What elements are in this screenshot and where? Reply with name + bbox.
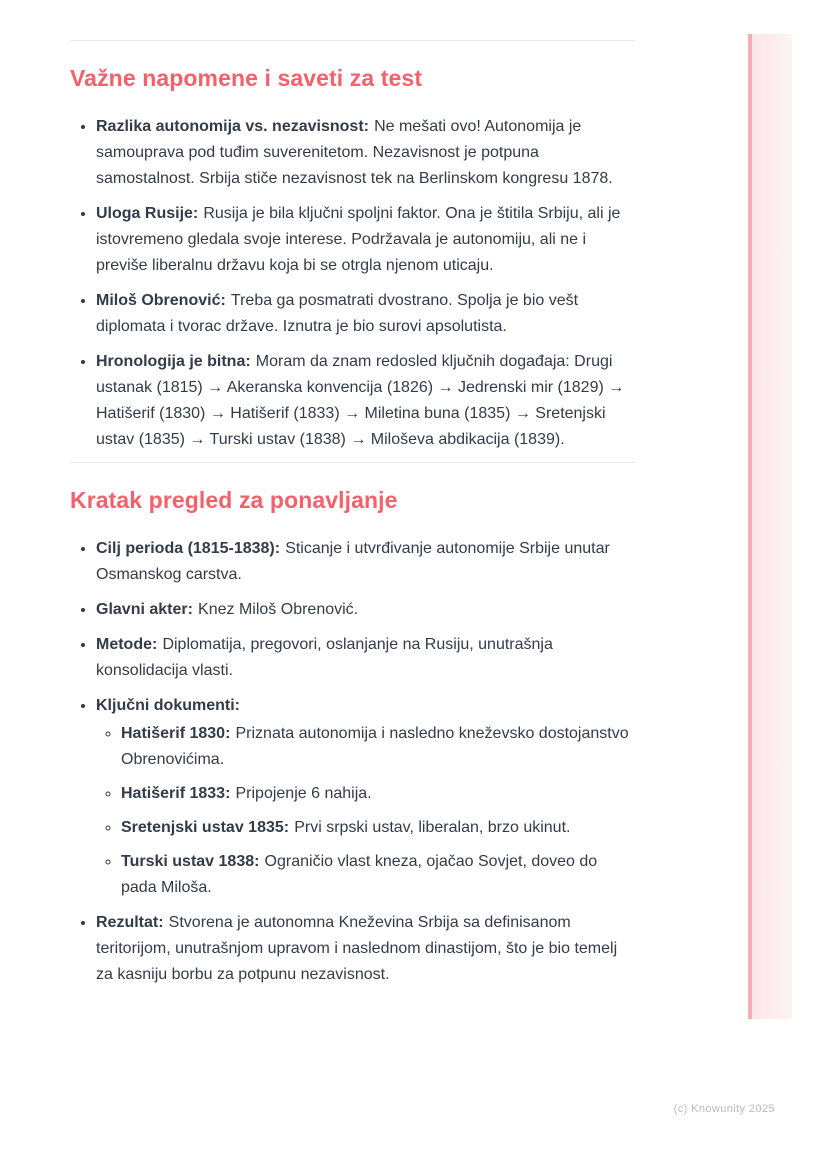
- item-lead: Turski ustav 1838:: [121, 853, 260, 870]
- sub-list-item: [121, 849, 635, 901]
- list-item: [96, 349, 635, 453]
- list-item: [96, 693, 635, 901]
- list-item: [96, 910, 635, 988]
- list-item: [96, 536, 635, 588]
- item-text: Ograničio vlast kneza, ojačao Sovjet, doveo do pada Miloša.: [121, 853, 598, 896]
- item-lead: Ključni dokumenti:: [96, 697, 240, 714]
- item-text: Pripojenje 6 nahija.: [235, 785, 372, 802]
- item-lead: Rezultat:: [96, 914, 164, 931]
- list-item: [96, 201, 635, 279]
- section-title-review: Kratak pregled za ponavljanje: [70, 487, 398, 513]
- item-text: Ne mešati ovo! Autonomija je samouprava pod tuđim suverenitetom. Nezavisnost je potpuna samostalnost. Srbija stiče nezavisnost tek na Berlinskom kongresu 1878.: [96, 118, 613, 187]
- item-text: Rusija je bila ključni spoljni faktor. Ona je štitila Srbiju, ali je istovremeno gledala svoje interese. Podržavala je autonomiju, ali ne i previše liberalnu državu koja bi se otrgla njenom uticaju.: [96, 205, 621, 274]
- item-lead: Sretenjski ustav 1835:: [121, 819, 290, 836]
- item-text: Diplomatija, pregovori, oslanjanje na Rusiju, unutrašnja konsolidacija vlasti.: [96, 636, 553, 679]
- item-lead: Uloga Rusije:: [96, 205, 199, 222]
- item-text: Priznata autonomija i nasledno kneževsko dostojanstvo Obrenovićima.: [121, 725, 629, 768]
- review-list: [70, 536, 635, 988]
- section-divider: [70, 462, 635, 463]
- item-text: Knez Miloš Obrenović.: [198, 601, 359, 618]
- item-lead: Hronologija je bitna:: [96, 353, 251, 370]
- item-lead: Glavni akter:: [96, 601, 193, 618]
- item-text: Stvorena je autonomna Kneževina Srbija sa definisanom teritorijom, unutrašnjom upravom i naslednom dinastijom, što je bio temelj za kasniju borbu za potpunu nezavisnost.: [96, 914, 618, 983]
- section-title-notes: Važne napomene i saveti za test: [70, 65, 423, 91]
- documents-sub-list: [96, 721, 635, 901]
- item-text: Sticanje i utvrđivanje autonomije Srbije unutar Osmanskog carstva.: [96, 540, 610, 583]
- sub-list-item: [121, 781, 635, 807]
- list-item: [96, 632, 635, 684]
- item-lead: Hatišerif 1833:: [121, 785, 231, 802]
- list-item: [96, 288, 635, 340]
- notes-list: [70, 114, 635, 453]
- item-lead: Razlika autonomija vs. nezavisnost:: [96, 118, 369, 135]
- section-divider: [70, 40, 635, 41]
- sub-list-item: [121, 721, 635, 773]
- item-lead: Hatišerif 1830:: [121, 725, 231, 742]
- sub-list-item: [121, 815, 635, 841]
- list-item: [96, 114, 635, 192]
- page-edge-accent-band: [748, 34, 792, 1019]
- content-column: [70, 0, 635, 997]
- footer-credit: (c) Knowunity 2025: [673, 1103, 775, 1115]
- item-text: Treba ga posmatrati dvostrano. Spolja je bio vešt diplomata i tvorac države. Iznutra je bio surovi apsolutista.: [96, 292, 579, 335]
- list-item: [96, 597, 635, 623]
- item-text: Moram da znam redosled ključnih događaja: Drugi ustanak (1815) → Akeranska konvencija (1826) → Jedrenski mir (1829) → Hatišerif (1830) → Hatišerif (1833) → Miletina buna (1835) → Sretenjski ustav (1835) → Turski ustav (1838) → Miloševa abdikacija (1839).: [96, 353, 625, 448]
- item-lead: Miloš Obrenović:: [96, 292, 226, 309]
- item-text: Prvi srpski ustav, liberalan, brzo ukinut.: [294, 819, 571, 836]
- item-lead: Metode:: [96, 636, 158, 653]
- item-lead: Cilj perioda (1815-1838):: [96, 540, 281, 557]
